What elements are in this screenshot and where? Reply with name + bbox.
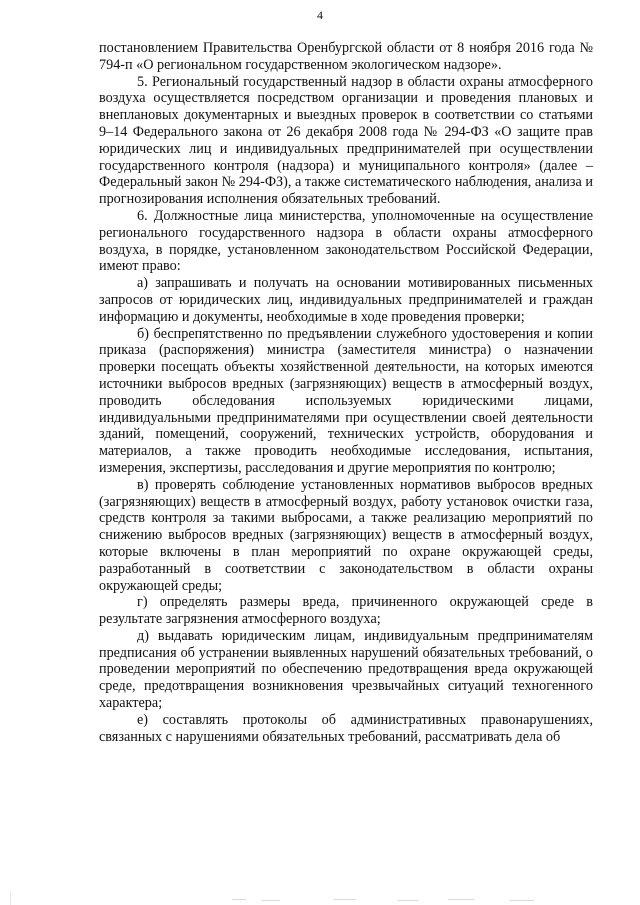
list-item-g: г) определять размеры вреда, причиненного окружающей среде в результате загрязнения атмосферного воздуха; [99,594,593,628]
paragraph-item-5: 5. Региональный государственный надзор в области охраны атмосферного воздуха осуществляется посредством организации и проведения плановых и внеплановых документарных и выездных проверок в соответствии со статьями 9–14 Федерального закона от 26 декабря 2008 года № 294-ФЗ «О защите прав юридических лиц и индивидуальных предпринимателей при осуществлении государственного контроля (надзора) и муниципального контроля» (далее – Федеральный закон № 294-ФЗ), а также систематического наблюдения, анализа и прогнозирования исполнения обязательных требований. [99,73,593,208]
list-item-e: е) составлять протоколы об административных правонарушениях, связанных с нарушениями обязательных требований, рассматривать дела об [99,711,593,745]
list-item-b: б) беспрепятственно по предъявлении служебного удостоверения и копии приказа (распоряжения) министра (заместителя министра) о назначении проверки посещать объекты хозяйственной деятельности, на которых имеются источники выбросов вредных (загрязняющих) веществ в атмосферный воздух, проводить обследования используемых юридическими лицами, индивидуальными предпринимателями при осуществлении своей деятельности зданий, помещений, сооружений, технических устройств, оборудования и материалов, а также проводить необходимые исследования, испытания, измерения, экспертизы, расследования и другие мероприятия по контролю; [99,325,593,476]
document-body [99,40,593,745]
scan-artifact-strip [0,891,640,905]
paragraph-decree-reference: постановлением Правительства Оренбургской области от 8 ноября 2016 года № 794-п «О региональном государственном экологическом надзоре». [99,40,593,73]
list-item-a: а) запрашивать и получать на основании мотивированных письменных запросов от юридических лиц, индивидуальных предпринимателей и граждан информацию и документы, необходимые в ходе проведения проверки; [99,275,593,325]
page-number: 4 [317,8,323,22]
paragraph-item-6: 6. Должностные лица министерства, уполномоченные на осуществление регионального государственного надзора в области охраны атмосферного воздуха, в порядке, установленном законодательством Российской Федерации, имеют право: [99,207,593,275]
list-item-v: в) проверять соблюдение установленных нормативов выбросов вредных (загрязняющих) веществ в атмосферный воздух, работу установок очистки газа, средств контроля за такими выбросами, а также реализацию мероприятий по снижению выбросов вредных (загрязняющих) веществ в атмосферный воздух, которые включены в план мероприятий по охране окружающей среды, разработанный в соответствии с законодательством в области охраны окружающей среды; [99,476,593,594]
list-item-d: д) выдавать юридическим лицам, индивидуальным предпринимателям предписания об устранении выявленных нарушений обязательных требований, о проведении мероприятий по обеспечению предотвращения вреда окружающей среде, предотвращения возникновения чрезвычайных ситуаций техногенного характера; [99,627,593,712]
